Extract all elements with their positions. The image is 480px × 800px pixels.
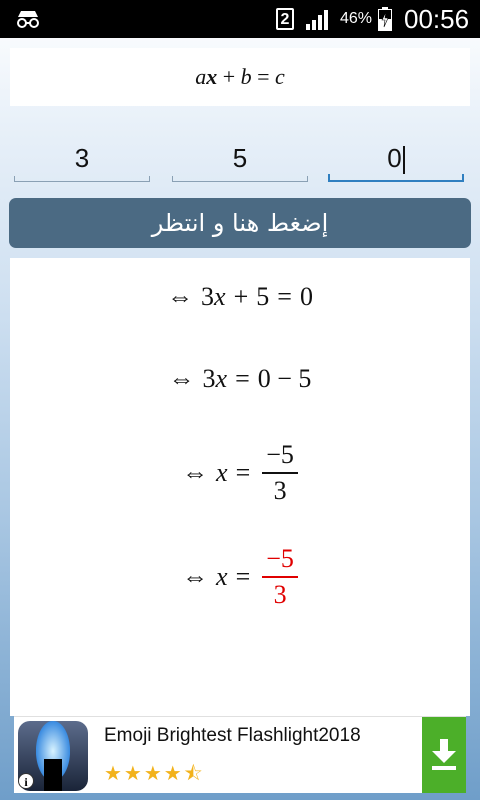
fraction-bar — [262, 472, 298, 474]
step-3 — [10, 440, 470, 506]
status-bar — [0, 0, 480, 38]
download-icon — [431, 739, 457, 771]
a-input-value: 3 — [74, 143, 90, 173]
step-1-op: + — [233, 282, 249, 311]
ad-info-icon[interactable]: i — [18, 773, 34, 789]
equation-template — [10, 48, 470, 106]
step-1-var: x — [214, 282, 226, 311]
answer-fraction — [262, 544, 298, 610]
eq-equals: = — [251, 64, 276, 89]
step-4-answer — [10, 544, 470, 610]
incognito-icon — [14, 8, 42, 30]
solve-button[interactable]: إضغط هنا و انتظر — [9, 198, 471, 248]
step-1-coef: 3 — [201, 282, 215, 311]
step-4-eq: = — [235, 562, 251, 591]
step-2-coef: 3 — [202, 364, 216, 393]
equivalence-arrow: ⇔ — [167, 282, 194, 311]
b-input[interactable] — [172, 132, 308, 182]
step-3-eq: = — [235, 458, 251, 487]
text-caret — [403, 146, 405, 174]
a-input[interactable] — [14, 132, 150, 182]
step-2 — [10, 364, 470, 394]
answer-numerator: −5 — [266, 544, 294, 573]
step-1-b: 5 — [256, 282, 270, 311]
fraction-denominator: 3 — [273, 476, 287, 505]
battery-percent: 46% — [340, 10, 373, 27]
flashlight-body — [44, 759, 62, 791]
equivalence-arrow: ⇔ — [168, 364, 195, 393]
signal-strength-icon — [304, 8, 330, 30]
sim-slot-indicator: 2 — [276, 8, 294, 30]
eq-b: b — [240, 64, 252, 89]
rating-stars: ★★★★⯪ — [104, 763, 205, 785]
step-4-var: x — [216, 562, 228, 591]
eq-a: a — [195, 64, 207, 89]
step-2-rhs: 0 − 5 — [257, 364, 312, 393]
eq-c: c — [275, 64, 285, 89]
equivalence-arrow: ⇔ — [182, 458, 209, 487]
solution-panel — [10, 258, 470, 716]
download-button[interactable] — [422, 717, 466, 793]
step-1-rhs: 0 — [299, 282, 313, 311]
eq-plus: + — [217, 64, 241, 89]
answer-fraction-bar — [262, 576, 298, 578]
step-1 — [10, 282, 470, 312]
b-input-value: 5 — [232, 143, 248, 173]
step-3-fraction — [262, 440, 298, 506]
battery-charging-icon — [378, 7, 392, 31]
c-input[interactable] — [328, 132, 464, 182]
answer-denominator: 3 — [273, 580, 287, 609]
step-2-var: x — [215, 364, 228, 393]
step-3-var: x — [216, 458, 228, 487]
coefficient-inputs — [14, 132, 466, 184]
c-input-value: 0 — [387, 143, 402, 173]
equivalence-arrow: ⇔ — [182, 562, 209, 591]
ad-banner[interactable] — [14, 716, 466, 793]
ad-title[interactable]: Emoji Brightest Flashlight2018 — [104, 725, 361, 746]
eq-x: x — [206, 64, 218, 89]
step-1-eq: = — [277, 282, 292, 311]
step-2-eq: = — [235, 364, 250, 393]
fraction-numerator: −5 — [266, 440, 294, 469]
clock: 00:56 — [404, 4, 470, 34]
